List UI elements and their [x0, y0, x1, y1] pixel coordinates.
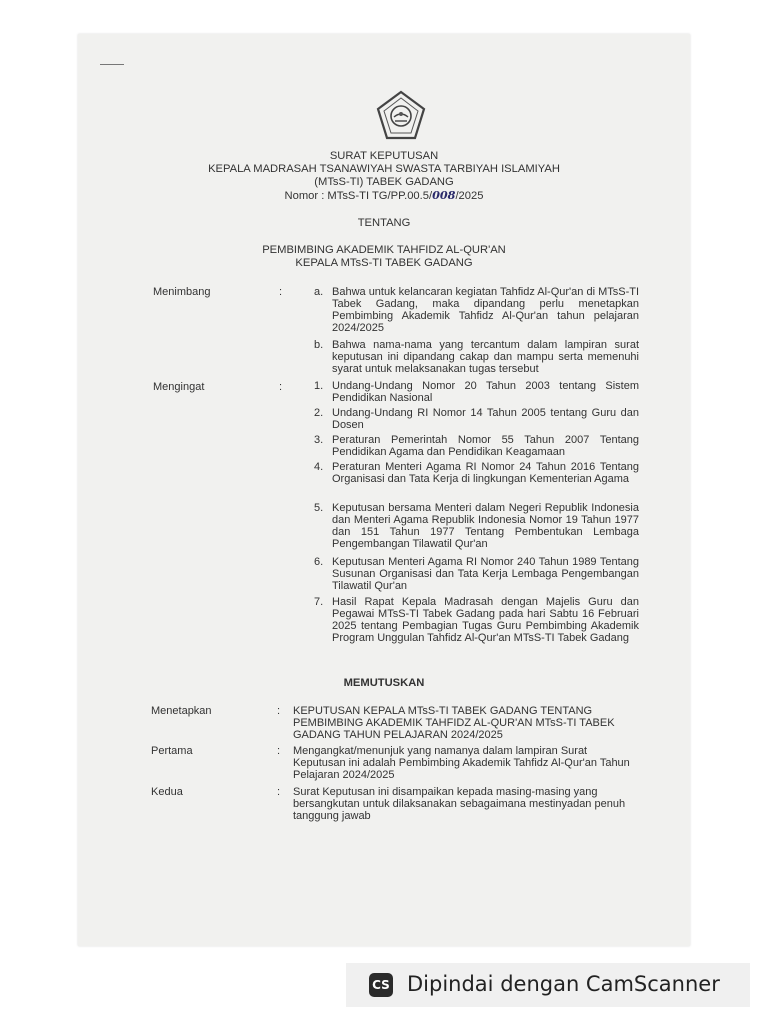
pertama-label: Pertama: [151, 745, 193, 757]
mengingat-item: Keputusan Menteri Agama RI Nomor 240 Tahun 1989 Tentang Susunan Organisasi dan Tata Kerja Lembaga Pengembangan Tilawatil Qur'an: [332, 556, 639, 593]
mengingat-item: Undang-Undang RI Nomor 14 Tahun 2005 tentang Guru dan Dosen: [332, 407, 639, 432]
camscanner-logo-icon: CS: [369, 973, 393, 997]
mengingat-marker: 4.: [314, 461, 324, 473]
camscanner-watermark: [346, 963, 750, 1007]
menimbang-colon: :: [279, 286, 283, 298]
mengingat-marker: 3.: [314, 434, 324, 446]
number-prefix: Nomor : MTsS-TI TG/PP.00.5/: [284, 190, 433, 202]
mengingat-item: Keputusan bersama Menteri dalam Negeri Republik Indonesia dan Menteri Agama Republik Indonesia Nomor 19 Tahun 1977 dan 151 Tahun 1977 Tentang Pembentukan Lembaga Pengembangan Tilawatil Qur'an: [332, 502, 639, 551]
tentang-heading: TENTANG: [357, 217, 411, 229]
kedua-label: Kedua: [151, 786, 183, 798]
kedua-colon: :: [277, 786, 281, 798]
mengingat-label: Mengingat: [153, 381, 205, 393]
menimbang-item: Bahwa untuk kelancaran kegiatan Tahfidz Al-Qur'an di MTsS-TI Tabek Gadang, maka dipandang perlu menetapkan Pembimbing Akademik Tahfidz Al-Qur'an tahun pelajaran 2024/2025: [332, 286, 640, 335]
subject-line-1: PEMBIMBING AKADEMIK TAHFIDZ AL-QUR'AN: [262, 244, 506, 256]
mengingat-marker: 6.: [314, 556, 324, 568]
handwritten-number: 008: [432, 188, 456, 202]
issuer-line-2: (MTsS-TI) TABEK GADANG: [314, 176, 454, 188]
mengingat-item: Undang-Undang Nomor 20 Tahun 2003 tentang Sistem Pendidikan Nasional: [332, 380, 639, 405]
mengingat-item: Hasil Rapat Kepala Madrasah dengan Majelis Guru dan Pegawai MTsS-TI Tabek Gadang pada hari Sabtu 16 Februari 2025 tentang Pembagian Tugas Guru Pembimbing Akademik Program Unggulan Tahfidz Al-Qur'an MTsS-TI Tabek Gadang: [332, 596, 639, 645]
mengingat-marker: 5.: [314, 502, 324, 514]
menimbang-label: Menimbang: [153, 286, 211, 298]
camscanner-text: Dipindai dengan CamScanner: [407, 972, 720, 996]
document-number: [78, 189, 690, 203]
document-type: SURAT KEPUTUSAN: [329, 150, 439, 162]
pertama-text: Mengangkat/menunjuk yang namanya dalam lampiran Surat Keputusan ini adalah Pembimbing Akademik Tahfidz Al-Qur'an Tahun Pelajaran 2024/2025: [293, 745, 630, 782]
scanned-document-page: [78, 34, 690, 946]
mengingat-marker: 7.: [314, 596, 324, 608]
number-suffix: /2025: [455, 190, 484, 202]
kedua-text: Surat Keputusan ini disampaikan kepada masing-masing yang bersangkutan untuk dilaksanakan sebagaimana mestinyadan penuh tanggung jawab: [293, 786, 626, 823]
pertama-colon: :: [277, 745, 281, 757]
mengingat-item: Peraturan Menteri Agama RI Nomor 24 Tahun 2016 Tentang Organisasi dan Tata Kerja di lingkungan Kementerian Agama: [332, 461, 639, 486]
madrasah-logo-icon: [375, 90, 427, 142]
menimbang-marker: a.: [314, 286, 324, 298]
menetapkan-text: KEPUTUSAN KEPALA MTsS-TI TABEK GADANG TENTANG PEMBIMBING AKADEMIK TAHFIDZ AL-QUR'AN MTsS-TI TABEK GADANG TAHUN PELAJARAN 2024/2025: [293, 705, 615, 742]
mengingat-marker: 1.: [314, 380, 324, 392]
mengingat-colon: :: [279, 381, 283, 393]
mengingat-marker: 2.: [314, 407, 324, 419]
menetapkan-colon: :: [277, 705, 281, 717]
menimbang-marker: b.: [314, 339, 324, 351]
memutuskan-heading: MEMUTUSKAN: [343, 677, 425, 689]
mengingat-item: Peraturan Pemerintah Nomor 55 Tahun 2007 Tentang Pendidikan Agama dan Pendidikan Keagamaan: [332, 434, 639, 459]
issuer-line-1: KEPALA MADRASAH TSANAWIYAH SWASTA TARBIYAH ISLAMIYAH: [208, 163, 560, 175]
pen-mark: [100, 64, 124, 65]
menetapkan-label: Menetapkan: [151, 705, 212, 717]
menimbang-item: Bahwa nama-nama yang tercantum dalam lampiran surat keputusan ini dipandang cakap dan mampu serta memenuhi syarat untuk melaksanakan tugas tersebut: [332, 339, 639, 376]
subject-line-2: KEPALA MTsS-TI TABEK GADANG: [295, 257, 473, 269]
